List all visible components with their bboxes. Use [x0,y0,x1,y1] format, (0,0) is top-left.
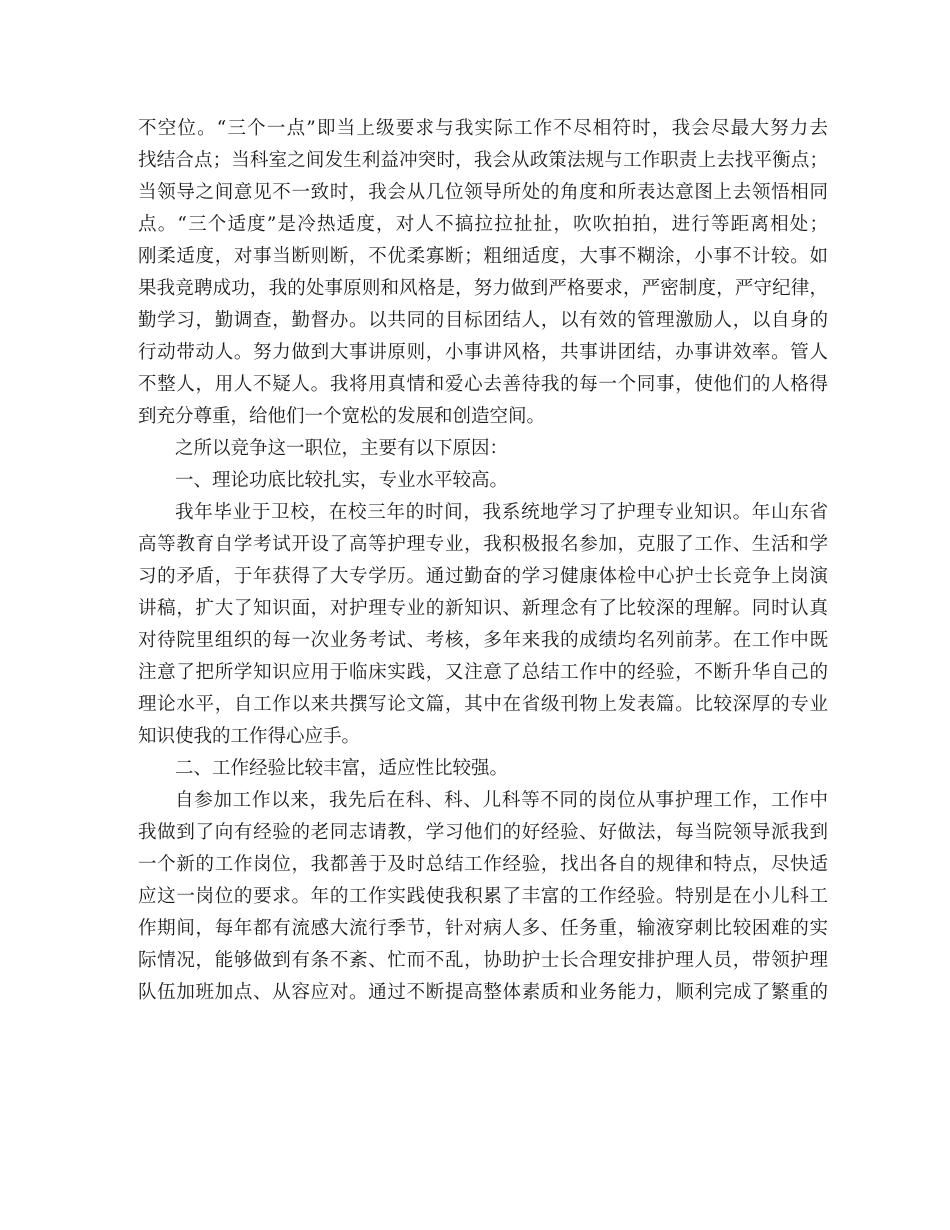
text-line: 一个新的工作岗位，我都善于及时总结工作经验，找出各自的规律和特点，尽快适 [138,854,828,875]
text-line: 果我竞聘成功，我的处事原则和风格是，努力做到严格要求，严密制度，严守纪律， [138,278,828,299]
text-line: 我做到了向有经验的老同志请教，学习他们的好经验、好做法，每当院领导派我到 [138,822,828,843]
text-line: 高等教育自学考试开设了高等护理专业，我积极报名参加，克服了工作、生活和学 [138,534,828,555]
text-line: 刚柔适度，对事当断则断，不优柔寡断；粗细适度，大事不糊涂，小事不计较。如 [138,246,828,267]
text-line: 队伍加班加点、从容应对。通过不断提高整体素质和业务能力，顺利完成了繁重的 [138,982,828,1003]
paragraph-line: 自参加工作以来，我先后在科、科、儿科等不同的岗位从事护理工作，工作中 [175,790,828,811]
text-line: 讲稿，扩大了知识面，对护理专业的新知识、新理念有了比较深的理解。同时认真 [138,598,828,619]
text-line: 应这一岗位的要求。年的工作实践使我积累了丰富的工作经验。特别是在小儿科工 [138,886,828,907]
section-heading: 一、理论功底比较扎实，专业水平较高。 [175,470,509,491]
text-line: 习的矛盾，于年获得了大专学历。通过勤奋的学习健康体检中心护士长竞争上岗演 [138,566,828,587]
text-line: 理论水平，自工作以来共撰写论文篇，其中在省级刊物上发表篇。比较深厚的专业 [138,694,828,715]
text-line: 找结合点；当科室之间发生利益冲突时，我会从政策法规与工作职责上去找平衡点； [138,150,828,171]
section-heading: 二、工作经验比较丰富，适应性比较强。 [175,758,509,779]
text-line: 勤学习，勤调查，勤督办。以共同的目标团结人，以有效的管理激励人，以自身的 [138,310,828,331]
paragraph-line: 之所以竞争这一职位，主要有以下原因： [175,438,509,459]
text-line: 行动带动人。努力做到大事讲原则，小事讲风格，共事讲团结，办事讲效率。管人 [138,342,828,363]
text-line: 对待院里组织的每一次业务考试、考核，多年来我的成绩均名列前茅。在工作中既 [138,630,828,651]
text-line: 不整人，用人不疑人。我将用真情和爱心去善待我的每一个同事，使他们的人格得 [138,374,828,395]
text-line: 作期间，每年都有流感大流行季节，针对病人多、任务重，输液穿刺比较困难的实 [138,918,828,939]
text-line: 际情况，能够做到有条不紊、忙而不乱，协助护士长合理安排护理人员，带领护理 [138,950,828,971]
text-line: 点。“三个适度”是冷热适度，对人不搞拉拉扯扯，吹吹拍拍，进行等距离相处； [138,214,828,235]
text-line: 注意了把所学知识应用于临床实践，又注意了总结工作中的经验，不断升华自己的 [138,662,828,683]
text-line: 当领导之间意见不一致时，我会从几位领导所处的角度和所表达意图上去领悟相同 [138,182,828,203]
text-line: 不空位。“三个一点”即当上级要求与我实际工作不尽相符时，我会尽最大努力去 [138,118,828,139]
paragraph-line: 我年毕业于卫校，在校三年的时间，我系统地学习了护理专业知识。年山东省 [175,502,828,523]
text-line: 知识使我的工作得心应手。 [138,726,361,747]
document-body [138,113,828,1009]
text-line: 到充分尊重，给他们一个宽松的发展和创造空间。 [138,406,546,427]
